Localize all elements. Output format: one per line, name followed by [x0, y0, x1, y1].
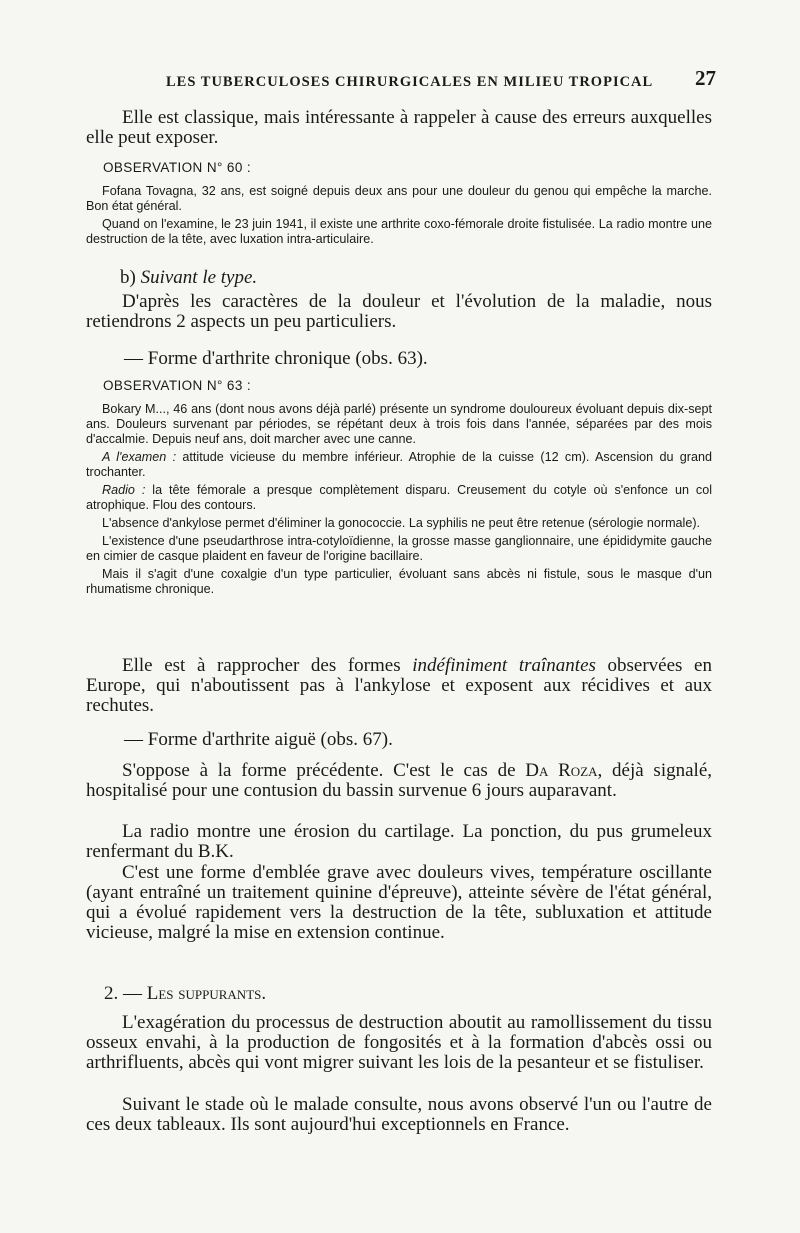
acute-1-patient-name: Da Roza	[525, 760, 598, 781]
section-b-heading	[120, 267, 257, 289]
compare-text-before: Elle est à rapprocher des formes	[122, 655, 413, 676]
obs63-paragraph-2	[86, 450, 712, 480]
obs63-paragraph-1: Bokary M..., 46 ans (dont nous avons déjà parlé) présente un syndrome douloureux évoluant depuis dix-sept ans. Douleurs survenant par périodes, se répétant deux à trois fois dans l'année, séparées par des mois d'accalmie. Depuis neuf ans, doit marcher avec une canne.	[86, 402, 712, 446]
obs63-exam-text: attitude vicieuse du membre inférieur. Atrophie de la cuisse (12 cm). Ascension du grand trochanter.	[86, 450, 712, 479]
page-number: 27	[695, 66, 716, 90]
chronic-form-heading: — Forme d'arthrite chronique (obs. 63).	[124, 348, 428, 369]
obs60-paragraph-2: Quand on l'examine, le 23 juin 1941, il existe une arthrite coxo-fémorale droite fistulisée. La radio montre une destruction de la tête, avec luxation intra-articulaire.	[86, 217, 712, 246]
section-b-marker: b)	[120, 267, 136, 288]
obs63-paragraph-3	[86, 483, 712, 513]
paragraph-acute-3-text: C'est une forme d'emblée grave avec douleurs vives, température oscillante (ayant entraîné un traitement quinine d'épreuve), atteinte sévère de l'état général, qui a évolué rapidement vers la destruction de la tête, subluxation et attitude vicieuse, malgré la mise en extension continue.	[86, 862, 712, 943]
section-2-title: Les suppurants.	[146, 983, 267, 1004]
observation-63-heading: OBSERVATION N° 63 :	[103, 378, 252, 393]
paragraph-acute-1-text	[86, 761, 712, 801]
obs63-paragraph-4: L'absence d'ankylose permet d'éliminer la gonococcie. La syphilis ne peut être retenue (sérologie normale).	[102, 516, 701, 530]
obs63-paragraph-6: Mais il s'agit d'une coxalgie d'un type particulier, évoluant sans abcès ni fistule, sous le masque d'un rhumatisme chronique.	[86, 567, 712, 596]
observation-60-body	[86, 184, 712, 250]
observation-63-body	[86, 402, 712, 600]
paragraph-suppurants-1	[86, 1013, 712, 1073]
acute-form-heading: — Forme d'arthrite aiguë (obs. 67).	[124, 729, 393, 750]
acute-1-before: S'oppose à la forme précédente. C'est le cas de	[122, 760, 526, 781]
acute-1-after: , déjà signalé, hospitalisé pour une contusion du bassin survenue 6 jours auparavant.	[86, 760, 713, 801]
paragraph-acute-2-text: La radio montre une érosion du cartilage. La ponction, du pus grumeleux renfermant du B.K.	[86, 821, 712, 862]
running-title: LES TUBERCULOSES CHIRURGICALES EN MILIEU TROPICAL	[166, 74, 654, 90]
compare-text-italic: indéfiniment traînantes	[412, 655, 596, 676]
section-2-number: 2. —	[104, 983, 142, 1004]
observation-60-heading: OBSERVATION N° 60 :	[103, 160, 252, 175]
page-header	[0, 62, 800, 92]
intro-text: Elle est classique, mais intéressante à rappeler à cause des erreurs auxquelles elle peut exposer.	[86, 107, 712, 148]
paragraph-acute-3	[86, 863, 712, 943]
paragraph-aspects-text: D'après les caractères de la douleur et l'évolution de la maladie, nous retiendrons 2 aspects un peu particuliers.	[86, 291, 712, 332]
paragraph-compare	[86, 656, 712, 716]
compare-text-after: observées en Europe, qui n'aboutissent pas à l'ankylose et exposent aux récidives et aux rechutes.	[86, 655, 712, 716]
obs63-radio-label: Radio :	[102, 483, 146, 497]
section-b-title: Suivant le type.	[140, 267, 258, 288]
obs63-paragraph-5: L'existence d'une pseudarthrose intra-cotyloïdienne, la grosse masse ganglionnaire, une épididymite gauche en cimier de casque plaident en faveur de l'origine bacillaire.	[86, 534, 712, 563]
obs63-radio-text: la tête fémorale a presque complètement disparu. Creusement du cotyle où s'enfonce un col atrophique. Flou des contours.	[86, 483, 713, 512]
paragraph-suppurants-2-text: Suivant le stade où le malade consulte, nous avons observé l'un ou l'autre de ces deux tableaux. Ils sont aujourd'hui exceptionnels en France.	[86, 1094, 712, 1135]
paragraph-suppurants-2	[86, 1095, 712, 1135]
intro-paragraph	[86, 108, 712, 148]
obs63-exam-label: A l'examen :	[102, 450, 177, 464]
obs60-paragraph-1: Fofana Tovagna, 32 ans, est soigné depuis deux ans pour une douleur du genou qui empêche la marche. Bon état général.	[86, 184, 712, 213]
paragraph-compare-text	[86, 656, 712, 716]
paragraph-aspects	[86, 292, 712, 332]
paragraph-suppurants-1-text: L'exagération du processus de destruction aboutit au ramollissement du tissu osseux envahi, à la production de fongosités et à la formation d'abcès ossi ou arthrifluents, abcès qui vont migrer suivant les lois de la pesanteur et se fistuliser.	[86, 1012, 712, 1073]
paragraph-acute-2	[86, 822, 712, 862]
section-2-heading	[104, 983, 266, 1005]
paragraph-acute-1	[86, 761, 712, 801]
